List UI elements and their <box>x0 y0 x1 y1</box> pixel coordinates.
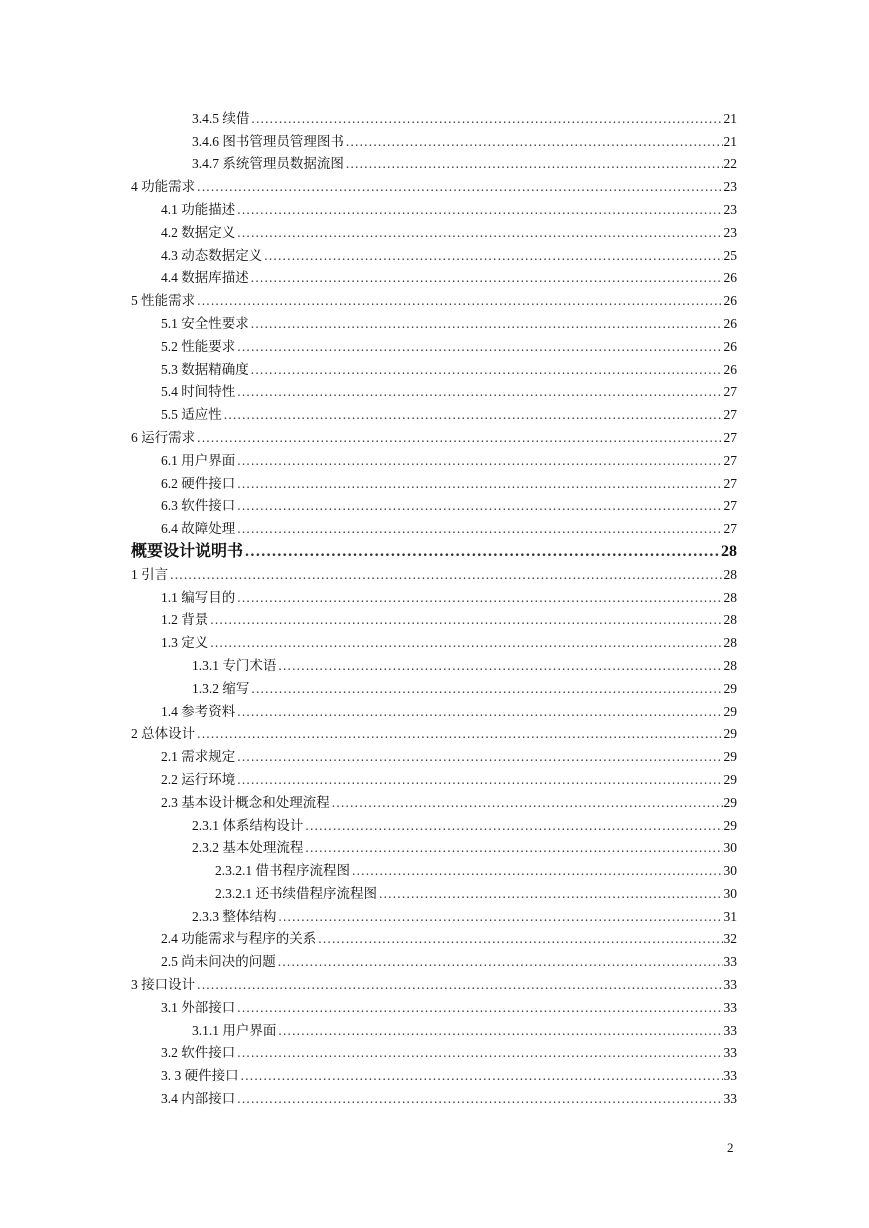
toc-entry-title: 2.2 运行环境 <box>131 772 236 788</box>
toc-entry-title: 5 性能需求 <box>131 293 196 309</box>
dot-leader <box>241 1068 723 1084</box>
toc-entry-title: 2.3.1 体系结构设计 <box>131 818 304 834</box>
toc-entry-title: 1.3 定义 <box>131 635 209 651</box>
dot-leader <box>237 590 722 606</box>
toc-entry-page: 27 <box>723 475 737 491</box>
toc-entry[interactable] <box>131 264 737 287</box>
toc-entry-title: 6 运行需求 <box>131 429 196 445</box>
toc-entry-page: 26 <box>723 338 737 354</box>
toc-entry[interactable] <box>131 925 737 948</box>
toc-entry-page: 23 <box>723 201 737 217</box>
toc-entry-page: 29 <box>723 749 737 765</box>
toc-entry[interactable] <box>131 628 737 651</box>
toc-entry[interactable] <box>131 788 737 811</box>
toc-entry-page: 26 <box>723 293 737 309</box>
toc-entry[interactable] <box>131 355 737 378</box>
toc-entry-page: 29 <box>723 771 737 787</box>
toc-entry[interactable] <box>131 150 737 173</box>
toc-entry[interactable] <box>131 400 737 423</box>
dot-leader <box>237 772 722 788</box>
toc-entry-page: 27 <box>723 407 737 423</box>
toc-entry-page: 21 <box>723 110 737 126</box>
toc-entry-title: 1.4 参考资料 <box>131 704 236 720</box>
toc-entry-title: 3.1.1 用户界面 <box>131 1023 277 1039</box>
toc-entry-page: 28 <box>723 589 737 605</box>
toc-entry[interactable] <box>131 1039 737 1062</box>
dot-leader <box>210 635 722 651</box>
toc-entry-page: 33 <box>723 1022 737 1038</box>
toc-entry-title: 2 总体设计 <box>131 726 196 742</box>
toc-entry-page: 30 <box>723 863 737 879</box>
toc-entry-page: 30 <box>723 840 737 856</box>
toc-entry-title: 3.4.5 续借 <box>131 111 250 127</box>
dot-leader <box>264 248 722 264</box>
toc-entry-title: 6.1 用户界面 <box>131 453 236 469</box>
dot-leader <box>237 476 722 492</box>
toc-entry-page: 22 <box>723 156 737 172</box>
toc-entry[interactable] <box>131 332 737 355</box>
dot-leader <box>379 886 723 902</box>
dot-leader <box>332 795 723 811</box>
toc-entry[interactable] <box>131 127 737 150</box>
dot-leader <box>346 134 723 150</box>
toc-entry-page: 32 <box>723 931 737 947</box>
toc-entry-page: 27 <box>723 498 737 514</box>
toc-entry-page: 28 <box>723 657 737 673</box>
toc-entry-title: 5.1 安全性要求 <box>131 316 250 332</box>
toc-entry-page: 28 <box>723 566 737 582</box>
toc-entry-title: 2.3.2.1 借书程序流程图 <box>131 863 351 879</box>
toc-entry-title: 4.3 动态数据定义 <box>131 248 263 264</box>
toc-entry-title: 5.2 性能要求 <box>131 339 236 355</box>
dot-leader <box>237 339 722 355</box>
dot-leader <box>305 840 722 856</box>
toc-entry-page: 33 <box>723 1068 737 1084</box>
toc-entry-title: 6.4 故障处理 <box>131 521 236 537</box>
dot-leader <box>237 1000 722 1016</box>
toc-entry-title: 3.4.6 图书管理员管理图书 <box>131 134 345 150</box>
toc-entry[interactable] <box>131 720 737 743</box>
dot-leader <box>305 818 722 834</box>
toc-entry[interactable] <box>131 492 737 515</box>
dot-leader <box>237 749 722 765</box>
toc-entry[interactable] <box>131 879 737 902</box>
toc-entry-title: 1.2 背景 <box>131 612 209 628</box>
toc-entry-page: 27 <box>723 521 737 537</box>
dot-leader <box>278 1023 722 1039</box>
toc-entry[interactable] <box>131 1084 737 1107</box>
toc-entry-title: 6.2 硬件接口 <box>131 476 236 492</box>
toc-entry-page: 29 <box>723 794 737 810</box>
toc-entry[interactable] <box>131 378 737 401</box>
dot-leader <box>251 316 723 332</box>
dot-leader <box>251 270 723 286</box>
dot-leader <box>318 931 722 947</box>
toc-entry-page: 29 <box>723 726 737 742</box>
toc-entry[interactable] <box>131 583 737 606</box>
dot-leader <box>251 362 723 378</box>
toc-entry[interactable] <box>131 1016 737 1039</box>
toc-entry-title: 2.5 尚未问决的问题 <box>131 954 277 970</box>
toc-entry[interactable] <box>131 104 737 127</box>
dot-leader <box>237 704 722 720</box>
dot-leader <box>237 225 722 241</box>
toc-entry[interactable] <box>131 446 737 469</box>
toc-entry-page: 23 <box>723 224 737 240</box>
dot-leader <box>352 863 723 879</box>
toc-entry-title: 3.4.7 系统管理员数据流图 <box>131 156 345 172</box>
toc-entry[interactable] <box>131 856 737 879</box>
toc-entry[interactable] <box>131 218 737 241</box>
toc-entry-page: 33 <box>723 954 737 970</box>
toc-entry-title: 4.2 数据定义 <box>131 225 236 241</box>
toc-entry[interactable] <box>131 742 737 765</box>
dot-leader <box>237 453 722 469</box>
toc-entry-title: 5.5 适应性 <box>131 407 223 423</box>
toc-entry-title: 4.1 功能描述 <box>131 202 236 218</box>
dot-leader <box>237 1045 722 1061</box>
table-of-contents <box>131 104 737 1107</box>
dot-leader <box>237 202 722 218</box>
toc-entry[interactable] <box>131 811 737 834</box>
toc-entry-title: 2.3 基本设计概念和处理流程 <box>131 795 331 811</box>
toc-entry[interactable] <box>131 697 737 720</box>
toc-entry[interactable] <box>131 172 737 195</box>
dot-leader <box>197 977 722 993</box>
toc-entry[interactable] <box>131 241 737 264</box>
toc-entry-page: 27 <box>723 452 737 468</box>
toc-entry-title: 2.3.2.1 还书续借程序流程图 <box>131 886 378 902</box>
toc-entry-title: 3 接口设计 <box>131 977 196 993</box>
toc-entry-title: 4 功能需求 <box>131 179 196 195</box>
dot-leader <box>170 567 722 583</box>
toc-entry-title: 2.3.3 整体结构 <box>131 909 277 925</box>
toc-entry-title: 3. 3 硬件接口 <box>131 1068 240 1084</box>
toc-entry[interactable] <box>131 537 737 560</box>
toc-entry-page: 21 <box>723 133 737 149</box>
dot-leader <box>278 909 722 925</box>
dot-leader <box>346 156 723 172</box>
toc-entry-page: 28 <box>723 635 737 651</box>
toc-entry-title: 1.3.2 缩写 <box>131 681 250 697</box>
toc-entry[interactable] <box>131 834 737 857</box>
toc-entry-title: 3.4 内部接口 <box>131 1091 236 1107</box>
toc-entry[interactable] <box>131 674 737 697</box>
toc-entry-page: 29 <box>723 680 737 696</box>
toc-entry-page: 23 <box>723 179 737 195</box>
dot-leader <box>197 179 722 195</box>
toc-entry-page: 33 <box>723 999 737 1015</box>
toc-entry-page: 25 <box>723 247 737 263</box>
toc-entry-title: 5.3 数据精确度 <box>131 362 250 378</box>
dot-leader <box>224 407 723 423</box>
toc-entry-title: 1.3.1 专门术语 <box>131 658 277 674</box>
dot-leader <box>210 612 722 628</box>
toc-entry[interactable] <box>131 1061 737 1084</box>
toc-entry[interactable] <box>131 651 737 674</box>
toc-entry[interactable] <box>131 970 737 993</box>
page-number: 2 <box>727 1140 734 1155</box>
toc-entry-page: 26 <box>723 361 737 377</box>
toc-entry[interactable] <box>131 902 737 925</box>
toc-entry-page: 26 <box>723 270 737 286</box>
dot-leader <box>278 954 723 970</box>
toc-entry[interactable] <box>131 469 737 492</box>
dot-leader <box>251 111 722 127</box>
toc-entry[interactable] <box>131 765 737 788</box>
toc-entry-page: 27 <box>723 429 737 445</box>
toc-entry-page: 26 <box>723 315 737 331</box>
toc-entry-page: 33 <box>723 977 737 993</box>
toc-entry[interactable] <box>131 195 737 218</box>
toc-entry[interactable] <box>131 286 737 309</box>
toc-entry[interactable] <box>131 423 737 446</box>
toc-entry-title: 2.3.2 基本处理流程 <box>131 840 304 856</box>
toc-entry-page: 33 <box>723 1091 737 1107</box>
toc-entry-title: 6.3 软件接口 <box>131 498 236 514</box>
dot-leader <box>237 1091 722 1107</box>
dot-leader <box>251 681 722 697</box>
dot-leader <box>245 544 720 560</box>
toc-entry-title: 2.4 功能需求与程序的关系 <box>131 931 317 947</box>
toc-entry-title: 5.4 时间特性 <box>131 384 236 400</box>
toc-entry[interactable] <box>131 514 737 537</box>
dot-leader <box>237 384 722 400</box>
toc-entry[interactable] <box>131 947 737 970</box>
toc-entry-title: 3.2 软件接口 <box>131 1045 236 1061</box>
toc-entry-page: 29 <box>723 817 737 833</box>
toc-entry-page: 28 <box>721 542 737 560</box>
toc-entry[interactable] <box>131 309 737 332</box>
dot-leader <box>237 521 722 537</box>
toc-entry[interactable] <box>131 560 737 583</box>
toc-entry-page: 30 <box>723 885 737 901</box>
toc-entry[interactable] <box>131 993 737 1016</box>
toc-entry-page: 27 <box>723 384 737 400</box>
dot-leader <box>197 726 722 742</box>
toc-entry-title: 1.1 编写目的 <box>131 590 236 606</box>
toc-entry-title: 1 引言 <box>131 566 169 582</box>
dot-leader <box>278 658 722 674</box>
toc-entry-page: 29 <box>723 703 737 719</box>
dot-leader <box>197 293 722 309</box>
toc-entry-page: 33 <box>723 1045 737 1061</box>
toc-entry[interactable] <box>131 606 737 629</box>
toc-entry-title: 2.1 需求规定 <box>131 749 236 765</box>
dot-leader <box>237 498 722 514</box>
toc-entry-title: 概要设计说明书 <box>131 542 244 560</box>
dot-leader <box>197 430 722 446</box>
toc-entry-page: 28 <box>723 612 737 628</box>
toc-entry-title: 4.4 数据库描述 <box>131 270 250 286</box>
toc-entry-title: 3.1 外部接口 <box>131 1000 236 1016</box>
toc-entry-page: 31 <box>723 908 737 924</box>
